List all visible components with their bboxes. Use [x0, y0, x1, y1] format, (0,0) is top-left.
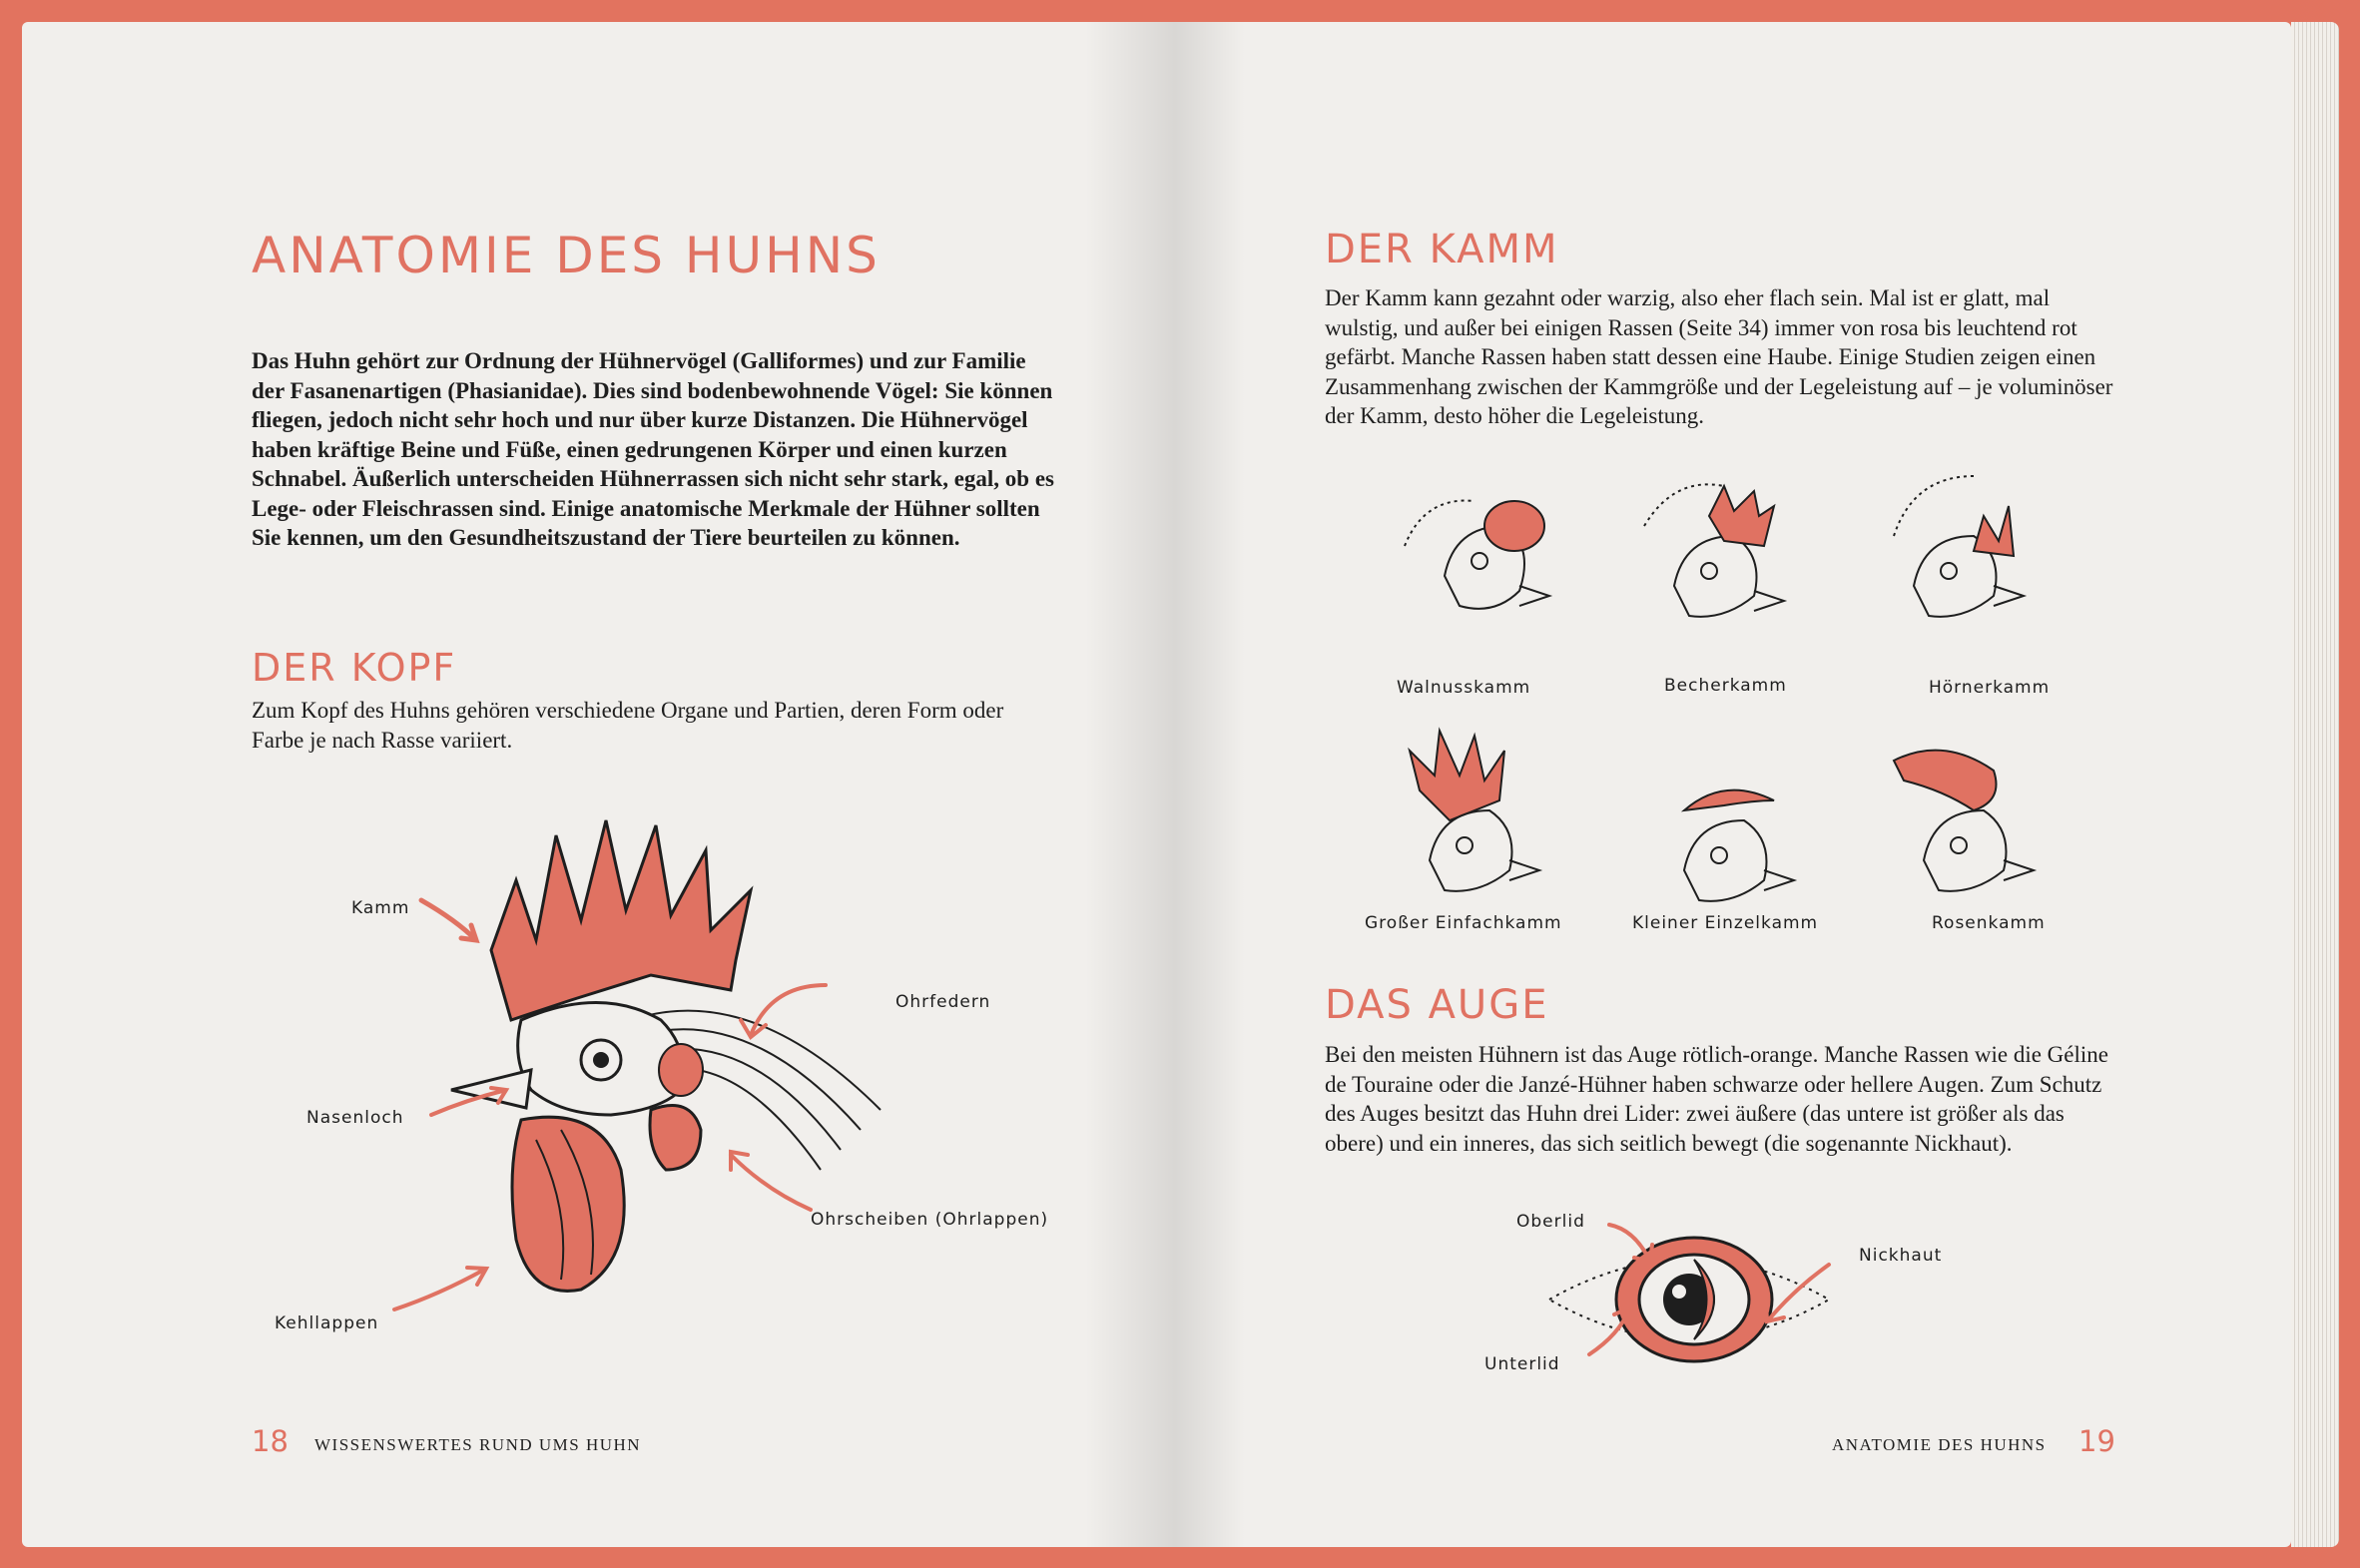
- left-page: [22, 22, 1175, 1547]
- comb-hoerner-illustration: [1874, 456, 2044, 626]
- comb-grosser-einfach-illustration: [1390, 721, 1559, 900]
- running-head-left: WISSENSWERTES RUND UMS HUHN: [314, 1435, 642, 1454]
- label-kleiner-einzelkamm: Kleiner Einzelkamm: [1632, 913, 1819, 933]
- label-nickhaut: Nickhaut: [1859, 1246, 1943, 1266]
- earlobe: [650, 1106, 701, 1171]
- ear-feather-patch: [659, 1044, 703, 1096]
- label-hoernerkamm: Hörnerkamm: [1929, 678, 2051, 698]
- label-walnusskamm: Walnusskamm: [1397, 678, 1531, 698]
- right-page: [1175, 22, 2291, 1547]
- section-text-kopf: Zum Kopf des Huhns gehören verschiedene Organe und Partien, deren Form oder Farbe je nach Rasse variiert.: [252, 698, 1004, 753]
- section-title-auge: DAS AUGE: [1325, 982, 1549, 1028]
- label-rosenkamm: Rosenkamm: [1932, 913, 2046, 933]
- arrow-nickhaut: [1754, 1260, 1834, 1329]
- section-text-kamm: Der Kamm kann gezahnt oder warzig, also eher flach sein. Mal ist er glatt, mal wulstig, und außer bei einigen Rassen (Seite 34) immer von rosa bis leuchtend rot gefärbt. Manche Rassen haben statt dessen eine Haube. Einige Studien zeigen einen Zusammenhang zwischen der Kammgröße und der Legeleistung auf – je voluminöser der Kamm, desto höher die Legeleistung.: [1325, 285, 2113, 428]
- section-title-kopf: DER KOPF: [252, 646, 457, 690]
- page-number-left: 18: [252, 1424, 289, 1458]
- page-number-right: 19: [2078, 1424, 2115, 1458]
- label-becherkamm: Becherkamm: [1664, 676, 1787, 696]
- section-title-kamm: DER KAMM: [1325, 227, 1559, 272]
- comb-kleiner-einzel-illustration: [1644, 751, 1814, 920]
- arrow-ear-feathers: [731, 975, 831, 1045]
- label-oberlid: Oberlid: [1516, 1212, 1585, 1232]
- arrow-nostril: [426, 1085, 516, 1125]
- page-title: ANATOMIE DES HUHNS: [252, 227, 881, 284]
- label-kehllappen: Kehllappen: [275, 1313, 379, 1333]
- section-text-auge: Bei den meisten Hühnern ist das Auge rötlich-orange. Manche Rassen wie die Géline de Touraine oder die Janzé-Hühner haben schwarze oder hellere Augen. Zum Schutz des Auges besitzt das Huhn drei Lider: zwei äußere (das untere ist größer als das obere) und ein inneres, das sich seitlich bewegt (die sogenannte Nickhaut).: [1325, 1042, 2108, 1156]
- label-grosser-einfachkamm: Großer Einfachkamm: [1365, 913, 1562, 933]
- running-head-right: ANATOMIE DES HUHNS: [1832, 1435, 2047, 1454]
- comb-becher-illustration: [1614, 456, 1784, 626]
- label-kamm: Kamm: [351, 898, 410, 918]
- arrow-comb: [416, 890, 486, 950]
- label-ohrfedern: Ohrfedern: [895, 992, 991, 1012]
- label-unterlid: Unterlid: [1484, 1354, 1560, 1374]
- comb-rosen-illustration: [1884, 731, 2054, 900]
- label-nasenloch: Nasenloch: [306, 1108, 404, 1128]
- arrow-earlobes: [716, 1140, 816, 1220]
- comb-walnuss-illustration: [1385, 456, 1554, 626]
- arrow-unterlid: [1584, 1305, 1644, 1364]
- arrow-oberlid: [1604, 1220, 1664, 1270]
- label-ohrscheiben: Ohrscheiben (Ohrlappen): [811, 1210, 1049, 1230]
- arrow-wattle: [389, 1260, 499, 1319]
- comb-shape: [491, 820, 751, 1020]
- page-stack-edge: [2291, 22, 2339, 1547]
- intro-paragraph: Das Huhn gehört zur Ordnung der Hühnervögel (Galliformes) und zur Familie der Fasanenartigen (Phasianidae). Dies sind bodenbewohnende Vögel: Sie können fliegen, jedoch nicht sehr hoch und nur über kurze Distanzen. Die Hühnervögel haben kräftige Beine und Füße, einen gedrungenen Körper und einen kurzen Schnabel. Äußerlich unterscheiden Hühnerrassen sich nicht sehr stark, egal, ob es Lege- oder Fleischrassen sind. Einige anatomische Merkmale der Hühner sollten Sie kennen, um den Gesundheitszustand der Tiere beurteilen zu können.: [252, 348, 1054, 550]
